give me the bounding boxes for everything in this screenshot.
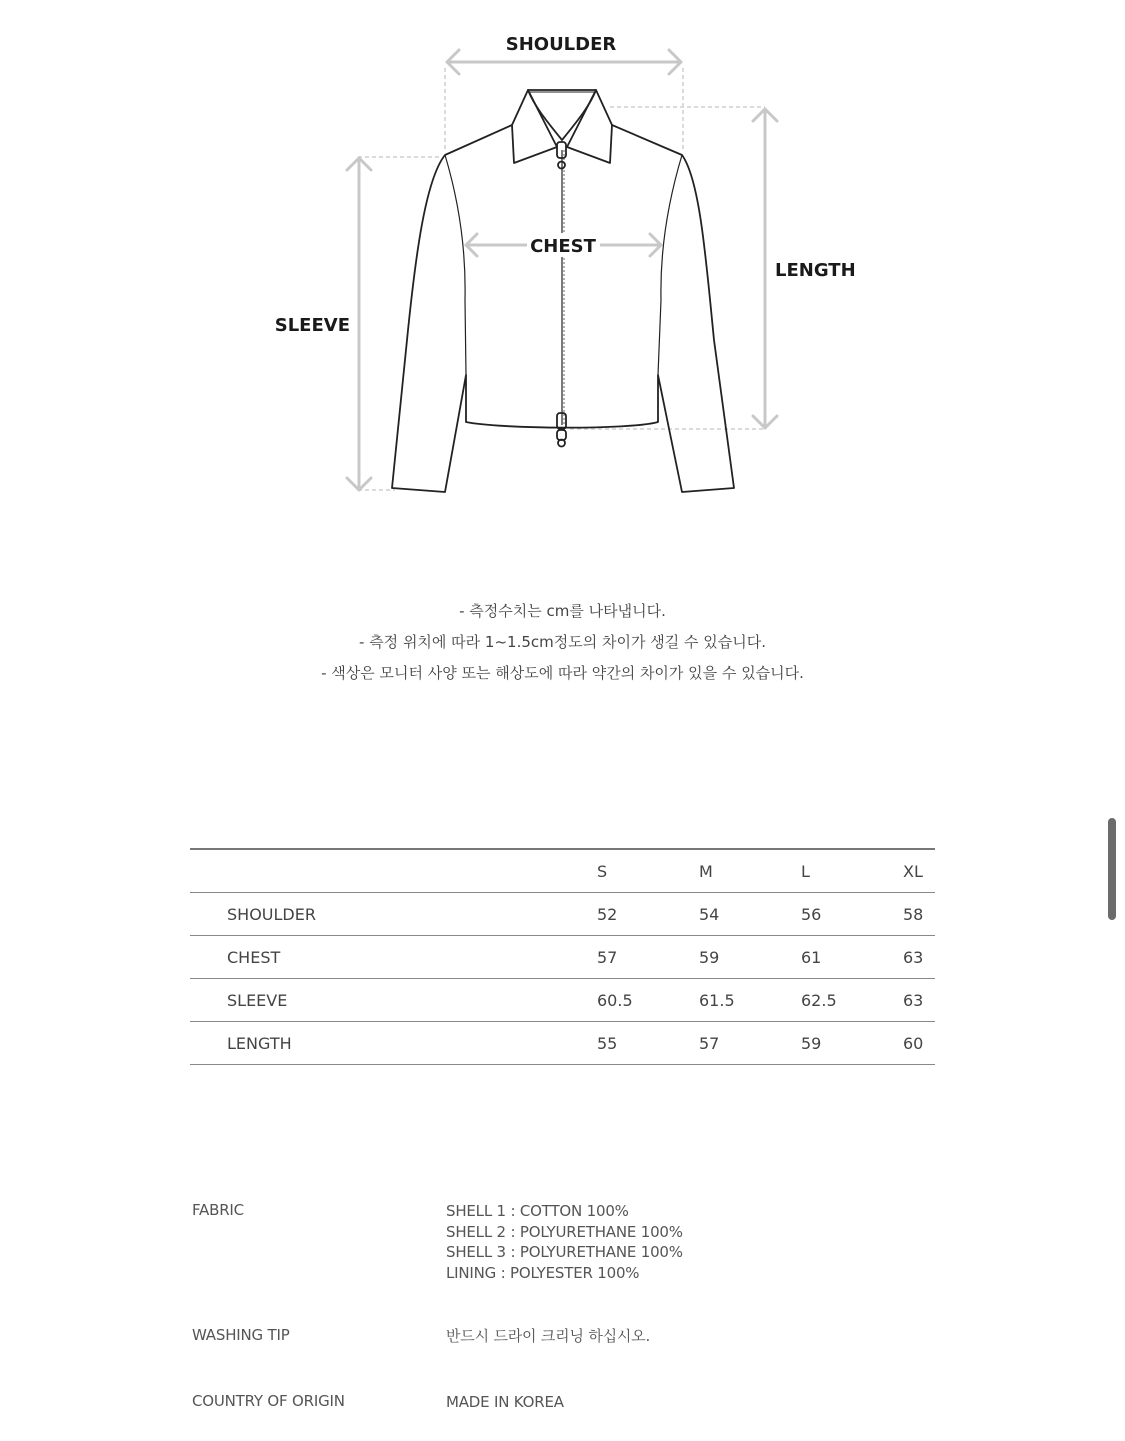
washing-label: WASHING TIP: [192, 1326, 290, 1344]
washing-value: 반드시 드라이 크리닝 하십시오.: [446, 1327, 651, 1345]
shoulder-label: SHOULDER: [505, 34, 617, 55]
header-cell: [190, 849, 597, 893]
length-arrow: [753, 109, 777, 428]
size-table: [190, 848, 935, 1065]
table-cell: 59: [699, 947, 720, 967]
table-row: [190, 893, 935, 936]
row-label: CHEST: [227, 947, 281, 967]
fabric-line: LINING : POLYESTER 100%: [446, 1263, 640, 1282]
measurement-notes: [0, 596, 1125, 689]
table-cell: 63: [903, 990, 924, 1010]
table-cell: 57: [597, 947, 618, 967]
header-cell: S: [597, 861, 608, 881]
table-cell: 60.5: [597, 990, 633, 1010]
table-cell: 59: [801, 1033, 822, 1053]
row-label: LENGTH: [227, 1033, 292, 1053]
table-cell: 56: [801, 904, 822, 924]
fabric-line: SHELL 1 : COTTON 100%: [446, 1202, 629, 1220]
scrollbar-thumb[interactable]: [1108, 818, 1116, 920]
table-header-row: [190, 849, 935, 893]
table-cell: 62.5: [801, 990, 837, 1010]
fabric-line: SHELL 2 : POLYURETHANE 100%: [446, 1222, 683, 1241]
table-cell: 57: [699, 1033, 720, 1053]
chest-label: CHEST: [530, 236, 596, 257]
jacket-measurement-diagram: [0, 0, 1125, 520]
fabric-label: FABRIC: [192, 1201, 244, 1219]
note-line: - 색상은 모니터 사양 또는 해상도에 따라 약간의 차이가 있을 수 있습니다.: [321, 664, 804, 682]
table-cell: 54: [699, 904, 720, 924]
table-row: [190, 936, 935, 979]
header-cell: L: [801, 861, 810, 881]
table-cell: 61.5: [699, 990, 735, 1010]
jacket-outline: [392, 90, 734, 492]
table-row: [190, 979, 935, 1022]
table-cell: 63: [903, 947, 924, 967]
origin-label: COUNTRY OF ORIGIN: [192, 1392, 345, 1410]
table-cell: 61: [801, 947, 822, 967]
sleeve-arrow: [347, 158, 371, 490]
table-cell: 52: [597, 904, 618, 924]
origin-value: MADE IN KOREA: [446, 1393, 564, 1411]
fabric-value: [446, 1201, 683, 1283]
header-cell: XL: [903, 861, 923, 881]
table-cell: 55: [597, 1033, 618, 1053]
row-label: SHOULDER: [227, 904, 316, 924]
note-line: - 측정 위치에 따라 1~1.5cm정도의 차이가 생길 수 있습니다.: [359, 633, 766, 651]
table-row: [190, 1022, 935, 1065]
table-cell: 60: [903, 1033, 924, 1053]
header-cell: M: [699, 861, 713, 881]
note-line: - 측정수치는 cm를 나타냅니다.: [459, 602, 666, 620]
sleeve-label: SLEEVE: [274, 315, 350, 336]
fabric-line: SHELL 3 : POLYURETHANE 100%: [446, 1243, 683, 1261]
row-label: SLEEVE: [227, 990, 288, 1010]
length-label: LENGTH: [775, 260, 856, 281]
table-cell: 58: [903, 904, 924, 924]
